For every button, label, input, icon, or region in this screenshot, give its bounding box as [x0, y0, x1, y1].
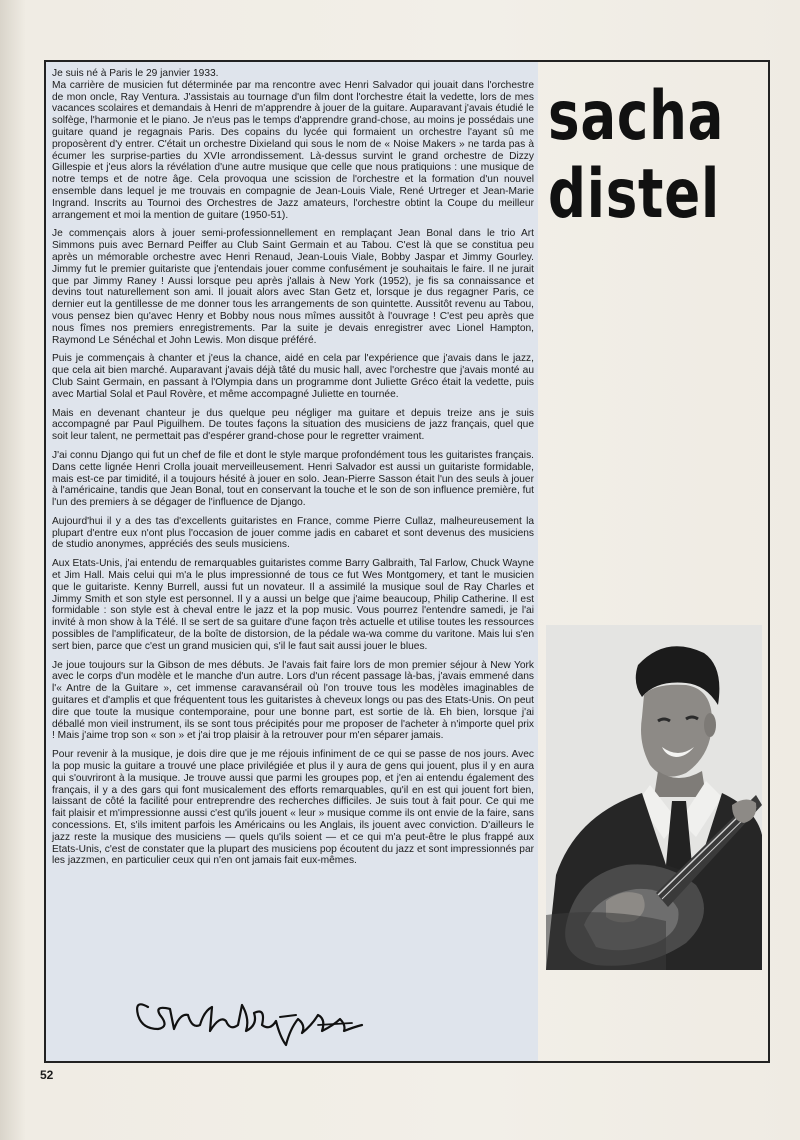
- article-text-column: [46, 62, 538, 1061]
- article-paragraph-2: Je commençais alors à jouer semi-professionnellement en remplaçant Jean Bonal dans le trio Art Simmons puis avec Bernard Peiffer au Club Saint Germain et au Tabou. C'est là que se constitua peu après un mémorable orchestre avec Henri Renaud, Jean-Louis Viale, Bobby Jaspar et Jimmy Gourley. Jimmy fut le premier guitariste que j'entendais jouer comme confusément je souhaitais le faire. Il ne jurait que par Jimmy Raney ! Aussi lorsque peu après j'allais à New York (1952), je fis sa connaissance et devins tout naturellement son ami. Il jouait alors avec Stan Getz et, lorsque je dus regagner Paris, ce dernier eut la gentillesse de me donner tous les arrangements de son quintette. Aussitôt revenu au Tabou, vous pensez bien qu'avec Henry et Bobby nous nous mîmes aussitôt à l'ouvrage ! C'est peu après que nous fîmes nos premiers enregistrements. Par la suite je devais enregistrer avec Lionel Hampton, Raymond Le Sénéchal et John Lewis. Mon disque préféré.: [52, 228, 534, 346]
- title-first-name: sacha: [548, 77, 725, 156]
- article-paragraph-4: Mais en devenant chanteur je dus quelque peu négliger ma guitare et depuis treize ans je suis accompagné par Paul Piguilhem. De toutes façons la situation des musiciens de jazz français, quel que soit leur talent, ne permettait pas d'espérer grand-chose pour le regretter vraiment.: [52, 407, 534, 443]
- author-signature: [130, 985, 370, 1055]
- article-paragraph-1: Je suis né à Paris le 29 janvier 1933. Ma carrière de musicien fut déterminée par ma rencontre avec Henri Salvador qui jouait dans l'orchestre de mon oncle, Ray Ventura. J'assistais au tournage d'un film dont l'orchestre était la vedette, lors de mes vacances scolaires et demandais à Henri de m'apprendre à jouer de la guitare. Auparavant j'avais étudié le solfège, l'harmonie et le piano. Je n'eus pas le temps d'apprendre grand-chose, au moins je possédais une guitare quand je regagnais Paris. Des copains du lycée qui formaient un orchestre l'ayant sû me proposèrent d'y entrer. C'était un orchestre Dixieland qui sous le nom de « Noise Makers » ne tarda pas à écumer les surprise-parties du XVIe arrondissement. Là-dessus survint le grand orchestre de Dizzy Gillespie et j'eus alors la révélation d'une autre musique que celle que nous pratiquions : une musique de notre temps et de notre âge. Cela provoqua une scission de l'orchestre et la formation d'un nouvel ensemble dans lequel je me trouvais en compagnie de Jean-Louis Viale, René Urtreger et Jean-Marie Ingrand. Inscrits au Tournoi des Orchestres de Jazz amateurs, l'orchestre obtint la Coupe du meilleur arrangement et moi la mention de guitare (1950-51).: [52, 68, 534, 221]
- guitarist-photo-illustration: [546, 625, 762, 970]
- article-paragraph-3: Puis je commençais à chanter et j'eus la chance, aidé en cela par l'expérience que j'avais dans le jazz, que cela ait bien marché. Auparavant j'avais déjà tâté du music hall, avec l'orchestre que j'avais monté au Club Saint Germain, en passant à l'Olympia dans un programme dont Juliette Gréco était la vedette, puis avec Martial Solal et Paul Rovère, et même accompagné Juliette en tournée.: [52, 353, 534, 400]
- article-title: [548, 78, 748, 234]
- article-paragraph-5: J'ai connu Django qui fut un chef de file et dont le style marque profondément tous les guitaristes français. Dans cette lignée Henri Crolla jouait merveilleusement. Henri Salvador est aussi un guitariste formidable, mais est-ce par timidité, il a toujours hésité à jouer en solo. Jean-Pierre Sasson était l'un des seuls à jouer à l'américaine, tandis que Jean Bonal, tout en conservant la touche et le son de son influence première, fut l'un des premiers à se dégager de l'influence de Django.: [52, 449, 534, 509]
- title-last-name: distel: [548, 155, 720, 234]
- guitarist-photo: [546, 625, 762, 970]
- page-number: 52: [40, 1068, 54, 1082]
- article-paragraph-7: Aux Etats-Unis, j'ai entendu de remarquables guitaristes comme Barry Galbraith, Tal Farlow, Chuck Wayne et Jim Hall. Mais celui qui m'a le plus impressionné de tous ce fut Wes Montgomery, et tant le musicien que le guitariste. Kenny Burrell, aussi fut un novateur. Il a assimilé la musique soul de Ray Charles et Jimmy Smith et son style est personnel. Il y a aussi un belge que j'aime beaucoup, Philip Catherine. Il est formidable : son style est à cheval entre le jazz et la pop music. Vous pourrez l'entendre samedi, je l'ai invité à mon show à la Télé. Il se sert de sa guitare d'une façon très actuelle et utilise toutes les ressources possibles de l'amplificateur, de la boîte de distorsion, de la pédale wa-wa comme du varitone. Mais lui s'en sert bien, parce que c'est un grand musicien qui, s'il le faut sait aussi jouer le blues.: [52, 558, 534, 652]
- article-paragraph-6: Aujourd'hui il y a des tas d'excellents guitaristes en France, comme Pierre Cullaz, malheureusement la plupart d'entre eux n'ont plus l'occasion de jouer comme jadis en cabaret et sont devenus des musiciens de studio anonymes, appréciés des seuls musiciens.: [52, 515, 534, 551]
- article-paragraph-8: Je joue toujours sur la Gibson de mes débuts. Je l'avais fait faire lors de mon premier séjour à New York avec le corps d'un modèle et le manche d'un autre. Lors d'un récent passage là-bas, j'avais emmené dans l'« Antre de la Guitare », cet immense caravansérail où l'on trouve tous les modèles imaginables de guitares et d'amplis et que fréquentent tous les guitaristes à cheveux longs ou pas des Etats-Unis. On peut dire que toute la musique contemporaine, pour une bonne part, est sortie de là. Eh bien, lorsque j'ai déballé mon vieil instrument, ils se sont tous précipités pour me proposer de l'acheter à n'importe quel prix ! Mais j'aime trop son « son » et j'ai trop plaisir à la retrouver pour m'en séparer jamais.: [52, 659, 534, 742]
- article-paragraph-9: Pour revenir à la musique, je dois dire que je me réjouis infiniment de ce qui se passe de nos jours. Avec la pop music la guitare a trouvé une place privilégiée et plus il y aura de gens qui jouent, plus il y en aura qui s'ouvriront à la musique. Je trouve aussi que parmi les groupes pop, et j'en ai entendu également des français, il y a des gars qui font musicalement des efforts remarquables, qu'il en est qui jouent fort bien, laissant de côté la facilité pour entreprendre des recherches difficiles. Je suis tout à fait pour. Ce qui me fait plaisir et m'impressionne aussi c'est qu'ils jouent « leur » musique comme ils ont envie de la faire, sans concessions. Et, s'ils imitent parfois les Américains ou les Anglais, ils jouent avec conviction. D'ailleurs le jazz reste la musique des musiciens — quels qu'ils soient — et ce qui m'a peut-être le plus frappé aux Etats-Unis, c'est de constater que la plupart des musiciens pop écoutent du jazz et sont impressionnés par les jazzmen, en particulier ceux qui n'en ont jamais fait eux-mêmes.: [52, 749, 534, 867]
- signature-drawing: [130, 985, 370, 1055]
